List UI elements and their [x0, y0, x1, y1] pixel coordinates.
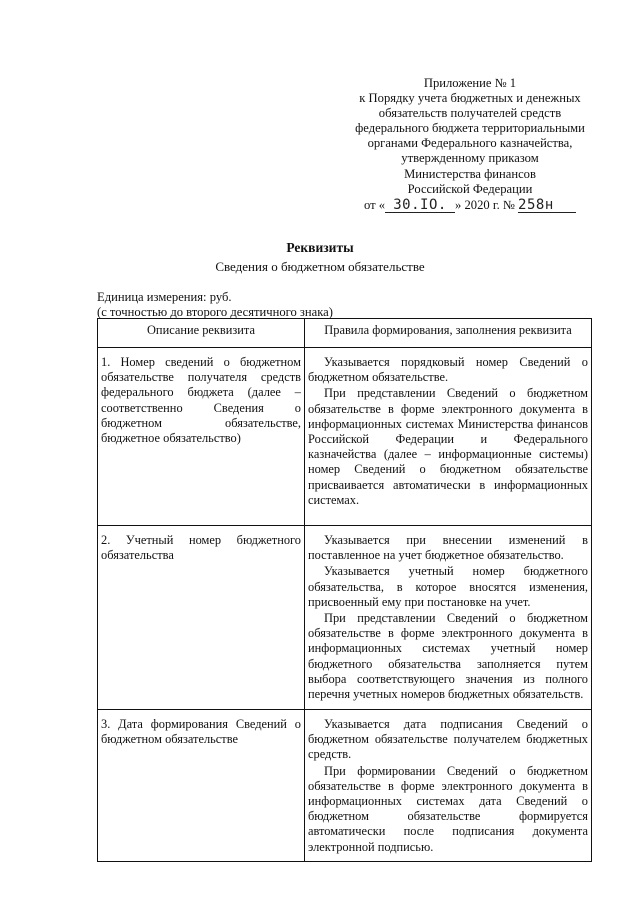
- rule-paragraph: При представлении Сведений о бюджетном обязательстве в форме электронного документа в информационных системах Министерства финансов Российской Федерации и Федерального казначейства (далее – информационные системы) номер Сведений о бюджетном обязательстве присваивается автоматически в информационных системах.: [308, 386, 588, 507]
- appendix-line: Приложение № 1: [423, 76, 517, 90]
- order-number: 258н: [518, 199, 576, 213]
- appendix-header: [340, 76, 600, 213]
- units-line: Единица измерения: руб.: [97, 290, 232, 304]
- rule-paragraph: Указывается порядковый номер Сведений о бюджетном обязательстве.: [308, 355, 588, 385]
- units-note: [97, 290, 333, 319]
- appendix-line: федерального бюджета территориальными: [355, 121, 585, 136]
- date-prefix: от «: [363, 197, 386, 212]
- order-date: 30.IO.: [385, 199, 455, 213]
- requisite-rules: [305, 710, 592, 862]
- rule-paragraph: При формировании Сведений о бюджетном обязательстве в форме электронного документа в информационных системах дата Сведений о бюджетном обязательстве формируется автоматически после подписания документа электронной подписью.: [308, 763, 588, 854]
- column-header: Описание реквизита: [98, 319, 305, 348]
- requisite-rules: [305, 348, 592, 526]
- appendix-line: к Порядку учета бюджетных и денежных: [359, 91, 581, 106]
- requisites-table: [97, 318, 592, 862]
- table-header-row: [98, 319, 592, 348]
- rule-paragraph: Указывается дата подписания Сведений о бюджетном обязательстве получателем бюджетных средств.: [308, 717, 588, 762]
- document-title: [0, 240, 640, 275]
- table-row: [98, 348, 592, 526]
- date-mid: » 2020 г. №: [455, 197, 515, 212]
- table-row: [98, 526, 592, 710]
- rule-paragraph: Указывается учетный номер бюджетного обязательства, в которое вносятся изменения, присвоенный ему при постановке на учет.: [308, 564, 588, 609]
- requisite-description: [98, 710, 305, 862]
- appendix-line: Российской Федерации: [407, 181, 533, 196]
- appendix-line: утвержденному приказом: [401, 151, 539, 166]
- order-date-line: [340, 198, 600, 213]
- appendix-line: обязательств получателей средств: [378, 106, 562, 121]
- table-row: [98, 710, 592, 862]
- requisite-description: [98, 526, 305, 710]
- appendix-line: Министерства финансов: [404, 166, 536, 181]
- title-main: Реквизиты: [286, 240, 354, 255]
- appendix-line: органами Федерального казначейства,: [367, 136, 573, 151]
- requisite-description: [98, 348, 305, 526]
- rule-paragraph: При представлении Сведений о бюджетном обязательстве в форме электронного документа в информационных системах учетный номер бюджетного обязательства заполняется путем выбора соответствующего значения из полного перечня учетных номеров бюджетных обязательств.: [308, 611, 588, 702]
- description-text: 1. Номер сведений о бюджетном обязательстве получателя средств федерального бюджета (далее – соответственно Сведения о бюджетном обязательстве, бюджетное обязательство): [101, 355, 301, 446]
- description-text: 2. Учетный номер бюджетного обязательства: [101, 533, 301, 563]
- units-line: (с точностью до второго десятичного знака): [97, 304, 333, 319]
- title-sub: Сведения о бюджетном обязательстве: [215, 259, 425, 274]
- column-header: Правила формирования, заполнения реквизита: [305, 319, 592, 348]
- requisite-rules: [305, 526, 592, 710]
- rule-paragraph: Указывается при внесении изменений в поставленное на учет бюджетное обязательство.: [308, 533, 588, 563]
- description-text: 3. Дата формирования Сведений о бюджетном обязательстве: [101, 717, 301, 747]
